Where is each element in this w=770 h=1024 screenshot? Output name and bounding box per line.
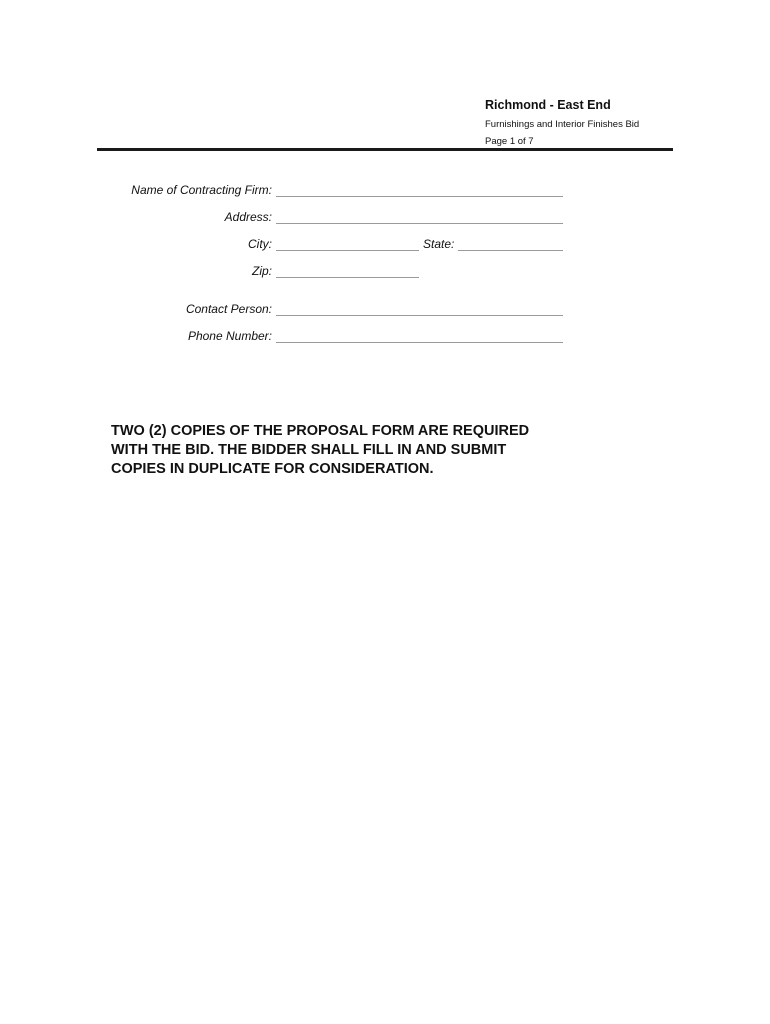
notice-line-3: COPIES IN DUPLICATE FOR CONSIDERATION. <box>111 461 434 477</box>
phone-number-label: Phone Number: <box>187 329 272 343</box>
address-label: Address: <box>224 210 272 224</box>
notice-line-2: WITH THE BID. THE BIDDER SHALL FILL IN AND SUBMIT <box>111 442 507 458</box>
state-label: State: <box>423 237 455 251</box>
notice-line-1: TWO (2) COPIES OF THE PROPOSAL FORM ARE REQUIRED <box>111 423 530 439</box>
header-divider <box>97 148 673 151</box>
page-number: Page 1 of 7 <box>485 136 534 147</box>
header-title: Richmond - East End <box>485 98 611 112</box>
city-label: City: <box>248 237 272 251</box>
header-subtitle: Furnishings and Interior Finishes Bid <box>485 119 640 130</box>
contact-person-field[interactable] <box>276 315 563 316</box>
contact-person-label: Contact Person: <box>185 302 272 316</box>
copies-required-notice <box>111 422 581 479</box>
firm-name-label: Name of Contracting Firm: <box>131 183 272 197</box>
zip-label: Zip: <box>251 264 272 278</box>
phone-number-field[interactable] <box>276 342 563 343</box>
address-field[interactable] <box>276 223 563 224</box>
state-field[interactable] <box>458 250 563 251</box>
zip-field[interactable] <box>276 277 419 278</box>
city-field[interactable] <box>276 250 419 251</box>
document-header <box>485 97 705 148</box>
firm-name-field[interactable] <box>276 196 563 197</box>
